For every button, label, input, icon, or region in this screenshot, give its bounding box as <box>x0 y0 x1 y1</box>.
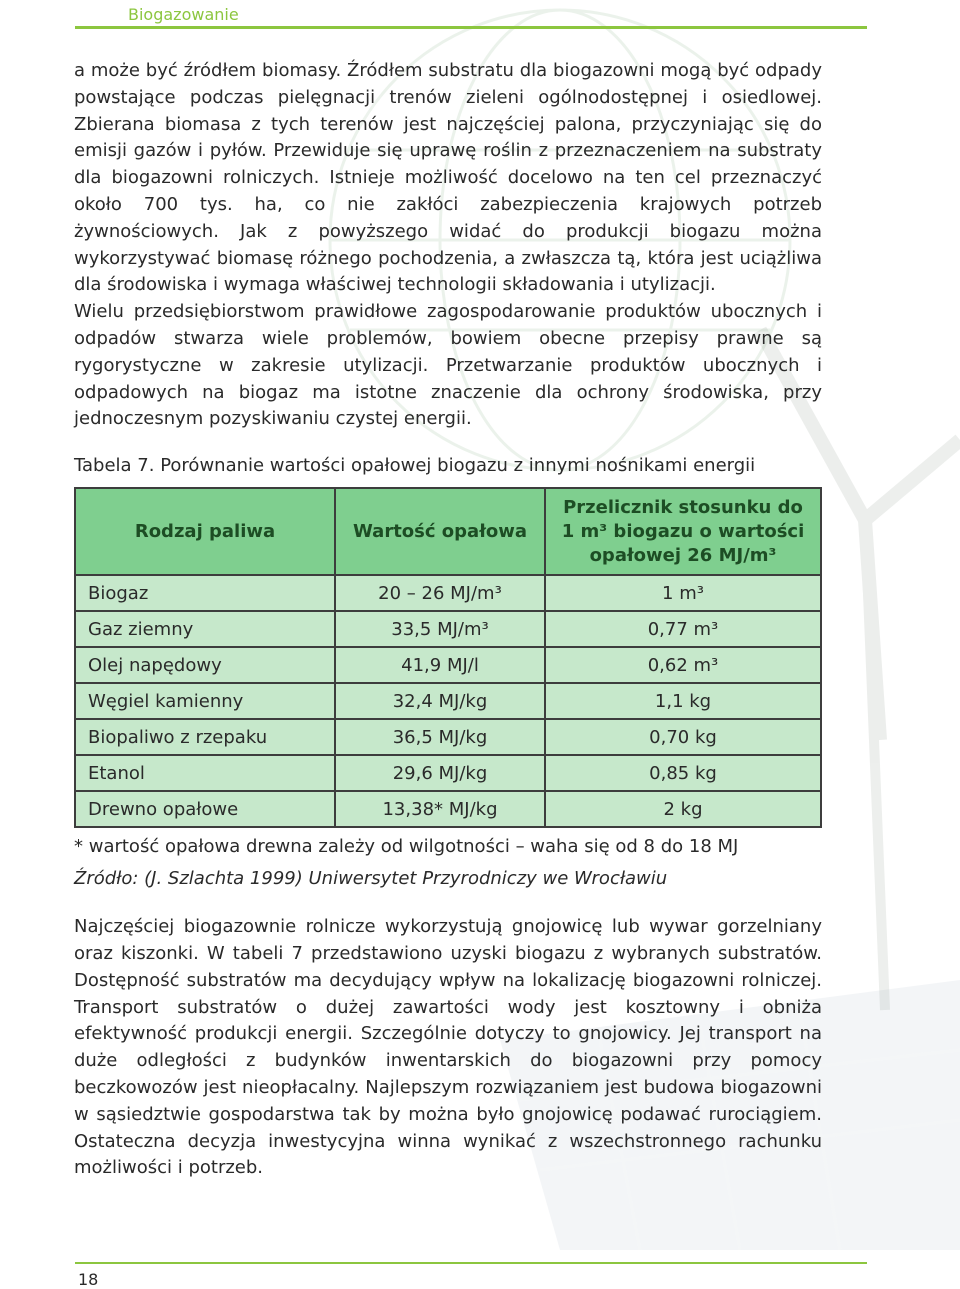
table-row <box>75 575 821 611</box>
fuel-cell: Biopaliwo z rzepaku <box>75 719 335 755</box>
header-conversion-ratio <box>545 488 821 575</box>
paragraph-2: Wielu przedsiębiorstwom prawidłowe zagospodarowanie produktów ubocznych i odpadów stwarza wiele problemów, bowiem obecne przepisy prawne są rygorystyczne w zakresie utylizacji. Przetwarzanie produktów ubocznych i odpadowych na biogaz ma istotne znaczenie dla ochrony środowiska, przy jednoczesnym pozyskiwaniu czystej energii. <box>74 301 822 430</box>
running-header: Biogazowanie <box>128 5 239 24</box>
table-caption: Tabela 7. Porównanie wartości opałowej biogazu z innymi nośnikami energii <box>74 455 756 477</box>
header-divider <box>75 26 867 29</box>
value-cell: 41,9 MJ/l <box>335 647 545 683</box>
footer-divider <box>75 1262 867 1264</box>
value-cell: 29,6 MJ/kg <box>335 755 545 791</box>
header-fuel-type: Rodzaj paliwa <box>75 488 335 575</box>
ratio-cell: 0,70 kg <box>545 719 821 755</box>
fuel-cell: Olej napędowy <box>75 647 335 683</box>
fuel-comparison-table <box>74 487 822 828</box>
header-ratio-line-1: Przelicznik stosunku do <box>563 496 803 518</box>
table-row <box>75 611 821 647</box>
fuel-cell: Węgiel kamienny <box>75 683 335 719</box>
fuel-cell: Etanol <box>75 755 335 791</box>
fuel-cell: Biogaz <box>75 575 335 611</box>
value-cell: 36,5 MJ/kg <box>335 719 545 755</box>
paragraph-3: Najczęściej biogazownie rolnicze wykorzystują gnojowicę lub wywar gorzelniany oraz kiszonki. W tabeli 7 przedstawiono uzyski biogazu z wybranych substratów. Dostępność substratów ma decydujący wpływ na lokalizację biogazowni rolniczej. Transport substratów o dużej zawartości wody jest kosztowny i obniża efektywność produkcji energii. Szczególnie dotyczy to gnojowicy. Jej transport na duże odległości z budynków inwentarskich do biogazowni przy pomocy beczkowozów jest nieopłacalny. Najlepszym rozwiązaniem jest budowa biogazowni w sąsiedztwie gospodarstwa tak by można było gnojowicę podawać rurociągiem. Ostateczna decyzja inwestycyjna winna wynikać z wszechstronnego rachunku możliwości i potrzeb. <box>74 916 822 1179</box>
value-cell: 32,4 MJ/kg <box>335 683 545 719</box>
paragraph-1: a może być źródłem biomasy. Źródłem substratu dla biogazowni mogą być odpady powstające podczas pielęgnacji trenów zieleni ogólnodostępnej i osiedlowej. Zbierana biomasa z tych terenów jest najczęściej palona, przyczyniając się do emisji gazów i pyłów. Przewiduje się uprawę roślin z przeznaczeniem na substraty dla biogazowni rolniczych. Istnieje możliwość docelowo na ten cel przeznaczyć około 700 tys. ha, co nie zakłóci zabezpieczenia krajowych potrzeb żywnościowych. Jak z powyższego widać do produkcji biogazu można wykorzystywać biomasę różnego pochodzenia, a zwłaszcza tą, która jest uciążliwa dla środowiska i wymaga właściwej technologii składowania i utylizacji. <box>74 60 822 296</box>
table-row <box>75 755 821 791</box>
fuel-cell: Gaz ziemny <box>75 611 335 647</box>
page-content <box>74 58 822 1182</box>
header-ratio-line-3: opałowej 26 MJ/m³ <box>589 544 777 566</box>
table-source: Źródło: (J. Szlachta 1999) Uniwersytet Przyrodniczy we Wrocławiu <box>74 868 668 890</box>
wind-turbine-tower <box>865 520 885 1010</box>
ratio-cell: 0,85 kg <box>545 755 821 791</box>
ratio-cell: 1 m³ <box>545 575 821 611</box>
ratio-cell: 0,62 m³ <box>545 647 821 683</box>
value-cell: 20 – 26 MJ/m³ <box>335 575 545 611</box>
ratio-cell: 2 kg <box>545 791 821 827</box>
fuel-cell: Drewno opałowe <box>75 791 335 827</box>
page-number: 18 <box>78 1270 99 1289</box>
table-row <box>75 647 821 683</box>
header-ratio-line-2: 1 m³ biogazu o wartości <box>561 520 805 542</box>
value-cell: 33,5 MJ/m³ <box>335 611 545 647</box>
table-footnote: * wartość opałowa drewna zależy od wilgotności – waha się od 8 do 18 MJ <box>74 836 739 858</box>
table-row <box>75 791 821 827</box>
table-row <box>75 683 821 719</box>
table-row <box>75 719 821 755</box>
header-calorific-value: Wartość opałowa <box>335 488 545 575</box>
ratio-cell: 0,77 m³ <box>545 611 821 647</box>
ratio-cell: 1,1 kg <box>545 683 821 719</box>
value-cell: 13,38* MJ/kg <box>335 791 545 827</box>
table-header-row <box>75 488 821 575</box>
